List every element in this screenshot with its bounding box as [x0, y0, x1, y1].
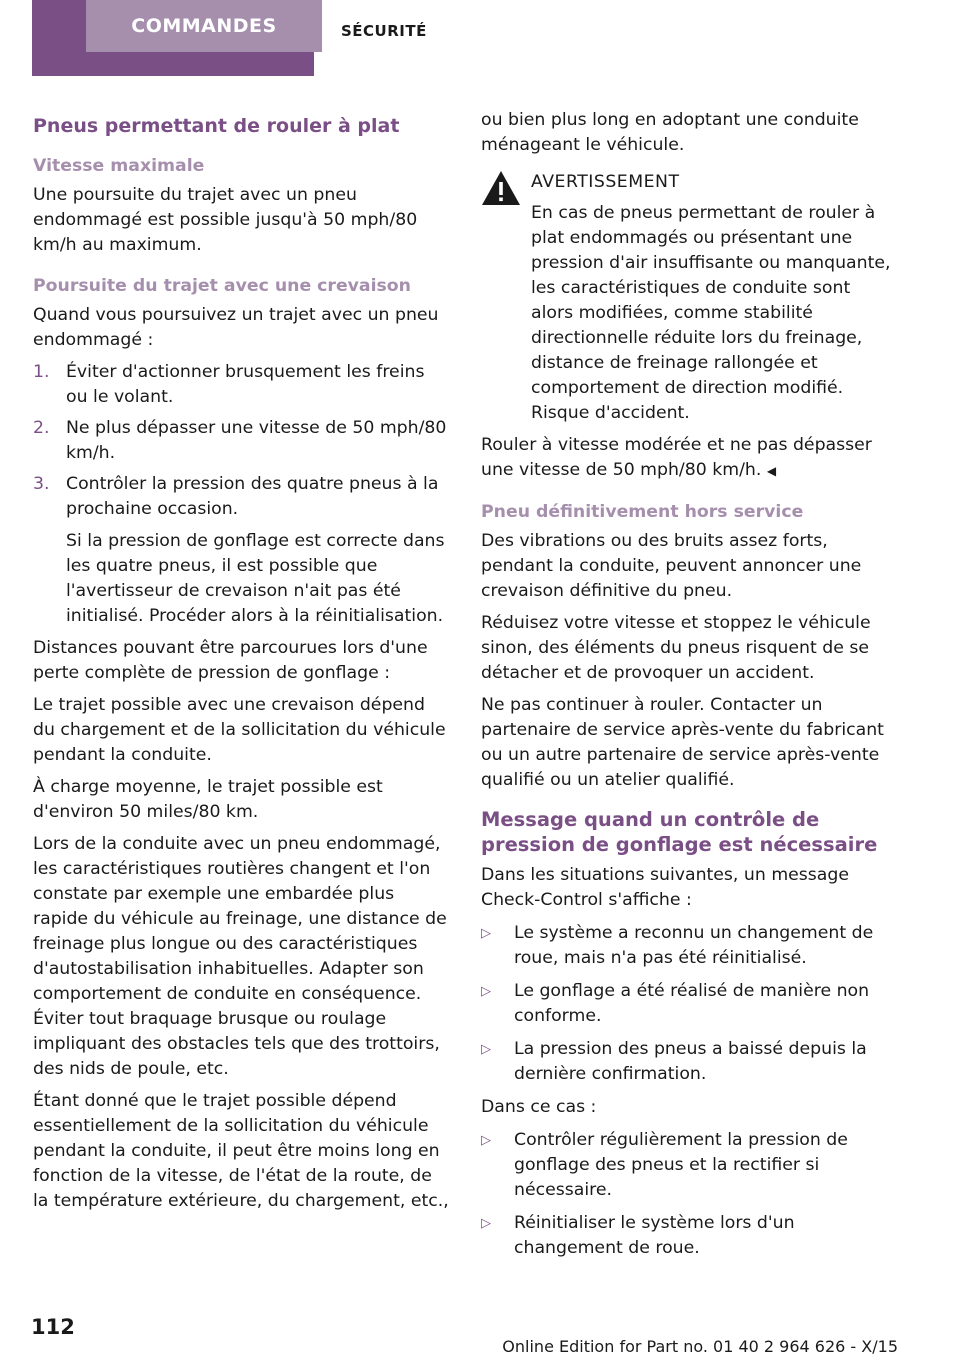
paragraph: Le trajet possible avec une crevaison dépend du chargement et de la sollicitation du véhicule pendant la conduite. — [33, 695, 446, 765]
paragraph-check-control-intro: Dans les situations suivantes, un message Check-Control s'affiche : — [481, 865, 849, 910]
paragraph: À charge moyenne, le trajet possible est d'environ 50 miles/80 km. — [33, 777, 383, 822]
paragraph: Lors de la conduite avec un pneu endommagé, les caractéristiques routières changent et l'on constate par exemple une embardée plus rapide du véhicule au freinage, une distance de freinage plus longue ou des caractéristiques d'autostabilisation inhabituelles. Adapter son comportement de conduite en conséquence. Éviter tout braquage brusque ou roulage impliquant des obstacles tels que des trottoirs, des nids de poule, etc. — [33, 834, 447, 1079]
paragraph-continuation: ou bien plus long en adoptant une conduite ménageant le véhicule. — [481, 110, 859, 155]
section-title-run-flat: Pneus permettant de rouler à plat — [33, 115, 400, 137]
list-item — [481, 1128, 897, 1203]
list-item-text: Réinitialiser le système lors d'un changement de roue. — [514, 1213, 795, 1258]
list-item — [33, 416, 451, 466]
list-item — [33, 472, 451, 629]
step-text: Éviter d'actionner brusquement les freins ou le volant. — [66, 362, 425, 407]
warning-icon — [481, 170, 521, 206]
paragraph-puncture-intro: Quand vous poursuivez un trajet avec un pneu endommagé : — [33, 305, 439, 350]
warning-text-2-content: Rouler à vitesse modérée et ne pas dépasser une vitesse de 50 mph/80 km/h. — [481, 435, 872, 480]
section-title-pressure-check-message: Message quand un contrôle de pression de gonflage est nécessaire — [481, 808, 878, 856]
list-item-text: La pression des pneus a baissé depuis la dernière confirmation. — [514, 1039, 867, 1084]
subsection-title-tire-out-of-service: Pneu définitivement hors service — [481, 502, 804, 522]
end-mark-icon: ◀ — [766, 464, 777, 478]
step-number: 1. — [33, 362, 50, 382]
paragraph: Distances pouvant être parcourues lors d'une perte complète de pression de gonflage : — [33, 638, 428, 683]
situations-list — [481, 921, 897, 1087]
left-column — [33, 108, 451, 1221]
subsection-title-puncture: Poursuite du trajet avec une crevaison — [33, 276, 411, 296]
list-item-text: Le gonflage a été réalisé de manière non conforme. — [514, 981, 870, 1026]
list-item-text: Le système a reconnu un changement de roue, mais n'a pas été réinitialisé. — [514, 923, 874, 968]
bullet-triangle-icon: ▷ — [481, 1133, 491, 1148]
step-text: Ne plus dépasser une vitesse de 50 mph/80 km/h. — [66, 418, 447, 463]
list-item — [481, 921, 897, 971]
list-item — [481, 1211, 897, 1261]
paragraph-max-speed: Une poursuite du trajet avec un pneu endommagé est possible jusqu'à 50 mph/80 km/h au maximum. — [33, 185, 418, 255]
warning-title: AVERTISSEMENT — [531, 172, 680, 192]
bullet-triangle-icon: ▷ — [481, 1216, 491, 1231]
step-number: 2. — [33, 418, 50, 438]
list-item-text: Contrôler régulièrement la pression de gonflage des pneus et la rectifier si nécessaire. — [514, 1130, 848, 1200]
paragraph: Ne pas continuer à rouler. Contacter un partenaire de service après-vente du fabricant ou un autre partenaire de service après-vente qualifié ou un atelier qualifié. — [481, 695, 884, 790]
steps-list — [33, 360, 451, 629]
paragraph: Étant donné que le trajet possible dépend essentiellement de la sollicitation du véhicule pendant la conduite, il peut être moins long en fonction de la vitesse, de l'état de la route, de la température extérieure, du chargement, etc., — [33, 1091, 449, 1211]
actions-list — [481, 1128, 897, 1261]
warning-text: En cas de pneus permettant de rouler à plat endommagés ou présentant une pression d'air insuffisante ou manquante, les caractéristiques de conduite sont alors modifiées, comme stabilité directionnelle réduite lors du freinage, distance de freinage rallongée et comportement de direction modifié. Risque d'accident. — [531, 203, 891, 423]
header-tab-securite: SÉCURITÉ — [341, 22, 427, 40]
right-column — [481, 108, 897, 1269]
page-number: 112 — [31, 1315, 75, 1339]
step-subtext: Si la pression de gonflage est correcte dans les quatre pneus, il est possible que l'avertisseur de crevaison n'ait pas été initialisé. Procéder alors à la réinitialisation. — [66, 531, 445, 626]
footer-edition: Online Edition for Part no. 01 40 2 964 626 - X/15 — [502, 1337, 898, 1356]
subsection-title-max-speed: Vitesse maximale — [33, 156, 205, 176]
bullet-triangle-icon: ▷ — [481, 926, 491, 941]
paragraph: Des vibrations ou des bruits assez forts, pendant la conduite, peuvent annoncer une crevaison définitive du pneu. — [481, 531, 862, 601]
header-tab-commandes-label: COMMANDES — [86, 0, 322, 52]
step-text: Contrôler la pression des quatre pneus à la prochaine occasion. — [66, 474, 439, 519]
paragraph-in-this-case: Dans ce cas : — [481, 1097, 597, 1117]
step-number: 3. — [33, 474, 50, 494]
paragraph: Réduisez votre vitesse et stoppez le véhicule sinon, des éléments du pneus risquent de se détacher et de provoquer un accident. — [481, 613, 871, 683]
warning-text-2 — [481, 433, 897, 484]
warning-box — [481, 170, 897, 484]
list-item — [33, 360, 451, 410]
bullet-triangle-icon: ▷ — [481, 1042, 491, 1057]
list-item — [481, 979, 897, 1029]
header-tab-commandes — [32, 0, 314, 76]
bullet-triangle-icon: ▷ — [481, 984, 491, 999]
list-item — [481, 1037, 897, 1087]
